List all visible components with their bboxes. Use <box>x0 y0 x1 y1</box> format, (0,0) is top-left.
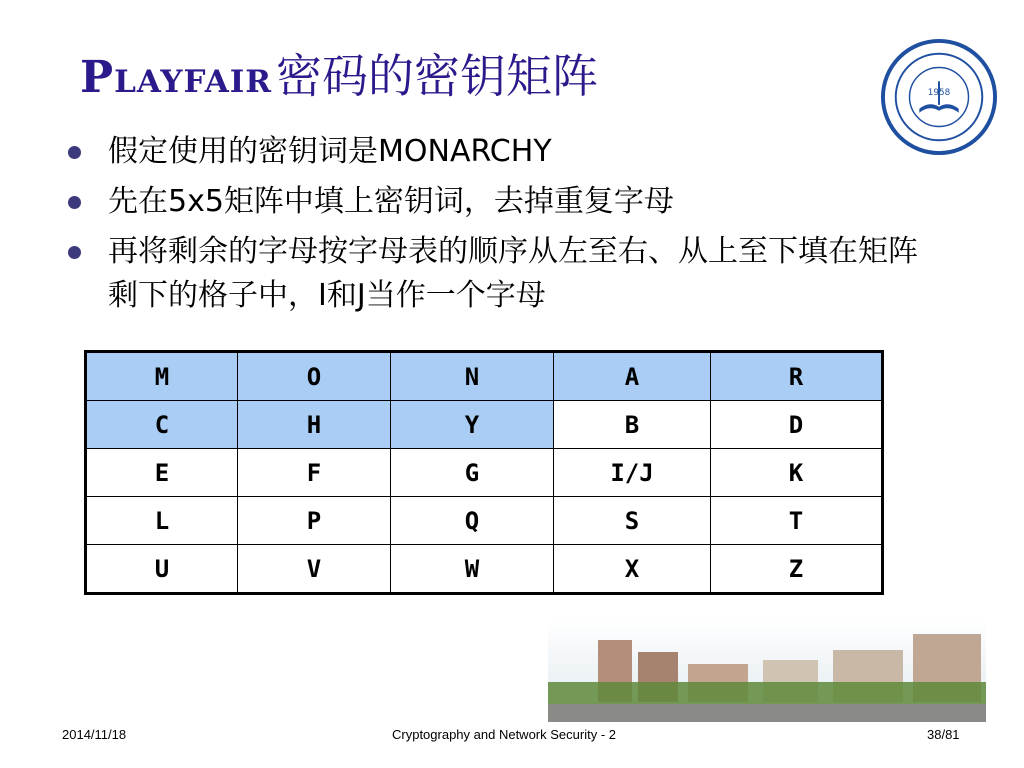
matrix-cell: Z <box>711 545 883 594</box>
bullet-text: 假定使用的密钥词是MONARCHY <box>108 134 552 169</box>
title-cjk: 密码的密钥矩阵 <box>276 49 599 103</box>
bullet-text: 先在5x5矩阵中填上密钥词，去掉重复字母 <box>108 184 674 219</box>
matrix-cell: V <box>238 545 391 594</box>
bullet-item <box>68 180 928 224</box>
matrix-cell: Y <box>391 401 554 449</box>
campus-photo <box>548 620 986 722</box>
matrix-cell: L <box>86 497 238 545</box>
matrix-cell: R <box>711 352 883 401</box>
bullet-item <box>68 130 928 174</box>
matrix-cell: T <box>711 497 883 545</box>
matrix-cell: O <box>238 352 391 401</box>
bullet-item <box>68 230 928 318</box>
matrix-cell: E <box>86 449 238 497</box>
bullet-dot-icon <box>68 196 81 209</box>
matrix-cell: A <box>554 352 711 401</box>
matrix-row <box>86 497 883 545</box>
seal-year: 1958 <box>927 88 951 99</box>
bullet-dot-icon <box>68 146 81 159</box>
bullet-dot-icon <box>68 246 81 259</box>
matrix-cell: K <box>711 449 883 497</box>
matrix-cell: M <box>86 352 238 401</box>
matrix-cell: N <box>391 352 554 401</box>
matrix-row <box>86 545 883 594</box>
matrix-cell: C <box>86 401 238 449</box>
matrix-cell: Q <box>391 497 554 545</box>
matrix-cell: I/J <box>554 449 711 497</box>
matrix-cell: F <box>238 449 391 497</box>
footer-page-number: 38/81 <box>927 727 960 742</box>
title-latin: Playfair <box>80 52 273 103</box>
key-matrix <box>84 350 884 595</box>
matrix-cell: S <box>554 497 711 545</box>
matrix-cell: B <box>554 401 711 449</box>
matrix-cell: G <box>391 449 554 497</box>
matrix-cell: H <box>238 401 391 449</box>
matrix-cell: P <box>238 497 391 545</box>
matrix-row <box>86 352 883 401</box>
matrix-cell: W <box>391 545 554 594</box>
bullet-list <box>68 130 928 324</box>
matrix-row <box>86 401 883 449</box>
matrix-row <box>86 449 883 497</box>
footer-date: 2014/11/18 <box>62 727 127 742</box>
slide-title <box>80 40 598 120</box>
bullet-text: 再将剩余的字母按字母表的顺序从左至右、从上至下填在矩阵剩下的格子中，I和J当作一个字母 <box>108 234 918 313</box>
footer-course-title: Cryptography and Network Security - 2 <box>392 727 616 742</box>
matrix-cell: X <box>554 545 711 594</box>
matrix-cell: D <box>711 401 883 449</box>
matrix-cell: U <box>86 545 238 594</box>
